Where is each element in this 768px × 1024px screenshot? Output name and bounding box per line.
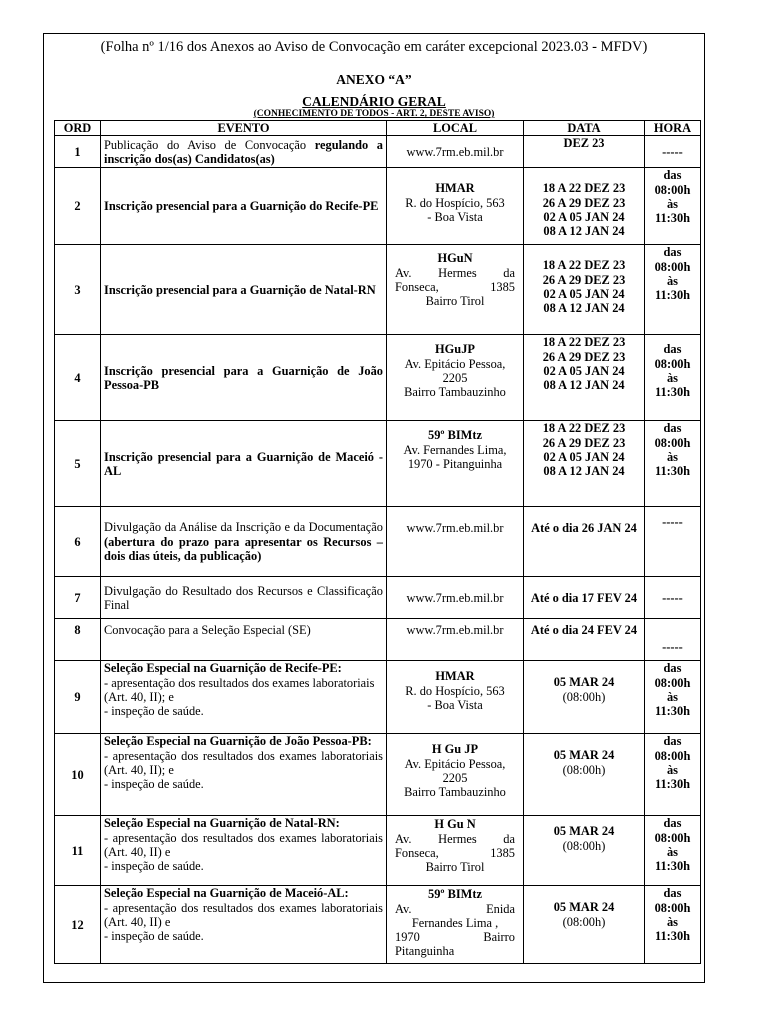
local-cell [387,734,524,816]
date-value: 24 FEV 24 [581,623,638,638]
col-header-ord: ORD [55,121,101,136]
event-item: - inspeção de saúde. [104,777,204,792]
local-address [390,902,520,916]
ord-cell: 12 [55,886,101,964]
hora-text: 08:00h [654,356,691,371]
hora-cell [645,886,701,964]
time-value: (08:00h) [562,838,606,853]
local-name: HMAR [435,181,475,196]
hora-cell [645,734,701,816]
event-cell: Convocação para a Seleção Especial (SE) [101,619,387,661]
local-cell [387,168,524,245]
date-range: 18 A 22 DEZ 23 [542,258,626,273]
hora-text: 08:00h [654,182,691,197]
date-range: 08 A 12 JAN 24 [543,301,625,316]
event-cell: Inscrição presencial para a Guarnição de Natal-RN [101,245,387,335]
local-address: Pitanguinha [395,944,455,959]
time-value: (08:00h) [562,689,606,704]
date-cell [524,335,645,421]
hora-text: às [666,196,679,211]
ord-cell: 1 [55,136,101,168]
event-item: - apresentação dos resultados dos exames laboratoriais (Art. 40, II) e [104,900,383,929]
date-range: 02 A 05 JAN 24 [543,363,625,378]
event-text: Divulgação da Análise da Inscrição e da Documentação [104,520,383,535]
date-prefix: Até o dia [531,521,579,536]
table-row [55,507,701,577]
hora-text: das [663,421,682,436]
local-address: Av. Epitácio Pessoa, [404,756,506,771]
hora-text: às [666,762,679,777]
table-row [55,577,701,619]
local-address: Fernandes Lima , [411,915,499,930]
date-value: 17 FEV 24 [581,590,638,605]
hora-text: 11:30h [654,385,691,400]
hora-text: das [663,734,682,749]
hora-text: 11:30h [654,288,691,303]
hora-text: 11:30h [654,777,691,792]
hora-text: 11:30h [654,704,691,719]
table-row [55,168,701,245]
local-cell: www.7rm.eb.mil.br [387,507,524,577]
hora-text: às [666,273,679,288]
date-cell [524,168,645,245]
event-text: Publicação do Aviso de Convocação [104,137,307,152]
event-item: - inspeção de saúde. [104,929,204,944]
table-row [55,816,701,886]
local-name: HMAR [435,669,475,684]
hora-text: das [663,168,682,183]
local-address: 1970 - Pitanguinha [407,456,503,471]
local-cell: www.7rm.eb.mil.br [387,136,524,168]
time-value: (08:00h) [562,762,606,777]
table-row [55,886,701,964]
date-value: 05 MAR 24 [553,900,615,915]
hora-text: das [663,886,682,901]
hora-text: às [666,914,679,929]
local-address: 2205 [442,370,468,385]
event-cell [101,507,387,577]
event-cell: Inscrição presencial para a Guarnição de Maceió - AL [101,421,387,507]
word: Bairro [483,930,515,945]
ord-cell: 6 [55,507,101,577]
local-name: HGuJP [435,342,475,357]
ord-cell: 7 [55,577,101,619]
local-address: - Boa Vista [427,209,483,224]
hora-text: 08:00h [654,259,691,274]
event-item: - apresentação dos resultados dos exames laboratoriais (Art. 40, II); e [104,748,383,777]
event-title: Seleção Especial na Guarnição de Natal-RN: [104,816,340,831]
date-cell [524,245,645,335]
hora-cell: ----- [645,507,701,577]
date-range: 08 A 12 JAN 24 [543,464,625,479]
local-address: Bairro Tambauzinho [404,785,506,800]
ord-cell: 2 [55,168,101,245]
hora-cell [645,245,701,335]
hora-text: 08:00h [654,900,691,915]
event-cell [101,816,387,886]
hora-cell: ----- [645,136,701,168]
date-range: 18 A 22 DEZ 23 [542,421,626,436]
date-value: 05 MAR 24 [553,675,615,690]
word: 1385 [490,845,515,860]
date-prefix: Até o dia [530,623,579,638]
col-header-hora: HORA [645,121,701,136]
table-row [55,734,701,816]
hora-text: 08:00h [654,675,691,690]
event-title: Seleção Especial na Guarnição de João Pessoa-PB: [104,734,372,749]
event-title: Seleção Especial na Guarnição de Recife-PE: [104,661,342,676]
hora-text: das [663,342,682,357]
word: Fonseca, [395,279,439,294]
local-address: Bairro Tirol [425,860,485,875]
local-name: HGuN [437,251,473,266]
hora-cell [645,335,701,421]
table-row [55,619,701,661]
date-range: 26 A 29 DEZ 23 [542,435,626,450]
event-title: Seleção Especial na Guarnição de Maceió-AL: [104,886,349,901]
event-cell [101,734,387,816]
local-address: 2205 [442,770,468,785]
local-cell [387,421,524,507]
word: Av. [395,901,412,916]
table-header-row [55,121,701,136]
date-value: 05 MAR 24 [553,824,615,839]
word: Av. [395,831,412,846]
local-cell [387,661,524,734]
local-address [390,846,520,860]
hora-text: às [666,689,679,704]
table-row [55,245,701,335]
hora-text: 08:00h [654,830,691,845]
event-text-bold: (abertura do prazo para apresentar os Recursos – dois dias úteis, da publicação) [104,534,383,563]
word: da [503,831,515,846]
hora-cell: ----- [645,619,701,661]
calendar-table [54,120,701,964]
local-cell [387,245,524,335]
local-cell: www.7rm.eb.mil.br [387,577,524,619]
local-address: Av. Epitácio Pessoa, [404,356,506,371]
local-cell [387,335,524,421]
col-header-local: LOCAL [387,121,524,136]
local-address [390,930,520,944]
local-address [390,280,520,294]
date-range: 08 A 12 JAN 24 [543,224,625,239]
hora-text: 08:00h [654,435,691,450]
local-address: Bairro Tirol [425,294,485,309]
hora-text: 11:30h [654,929,691,944]
hora-text: 11:30h [654,859,691,874]
hora-cell [645,421,701,507]
local-cell [387,816,524,886]
calendar-title: CALENDÁRIO GERAL [302,94,446,109]
date-value: 26 JAN 24 [581,521,637,536]
event-cell: Divulgação do Resultado dos Recursos e Classificação Final [101,577,387,619]
hora-text: 11:30h [654,211,691,226]
date-range: 26 A 29 DEZ 23 [542,272,626,287]
table-row [55,136,701,168]
hora-text: 08:00h [654,748,691,763]
date-range: 02 A 05 JAN 24 [543,286,625,301]
event-cell [101,661,387,734]
hora-cell [645,816,701,886]
date-cell [524,734,645,816]
word: Av. [395,265,412,280]
time-value: (08:00h) [562,914,606,929]
word: Enida [486,901,515,916]
ord-cell: 4 [55,335,101,421]
event-cell: Inscrição presencial para a Guarnição do Recife-PE [101,168,387,245]
local-cell [387,886,524,964]
date-cell [524,661,645,734]
hora-text: às [666,449,679,464]
hora-cell [645,168,701,245]
ord-cell: 8 [55,619,101,661]
ord-cell: 11 [55,816,101,886]
hora-text: às [666,370,679,385]
hora-text: das [663,661,682,676]
date-cell [524,816,645,886]
date-cell: DEZ 23 [524,136,645,168]
ord-cell: 3 [55,245,101,335]
event-item: - inspeção de saúde. [104,704,204,719]
date-range: 02 A 05 JAN 24 [543,449,625,464]
table-row [55,421,701,507]
date-value: 05 MAR 24 [553,748,615,763]
date-prefix: Até o dia [530,590,579,605]
event-cell: Inscrição presencial para a Guarnição de João Pessoa-PB [101,335,387,421]
event-item: - apresentação dos resultados dos exames laboratoriais (Art. 40, II) e [104,830,383,859]
local-name: H Gu N [434,817,476,832]
col-header-data: DATA [524,121,645,136]
annex-title: ANEXO “A” [336,72,412,87]
date-cell [524,886,645,964]
date-range: 18 A 22 DEZ 23 [542,181,626,196]
local-address [390,832,520,846]
event-text-bold: regulando a inscrição dos(as) Candidatos(as) [104,137,383,166]
calendar-subtitle: (CONHECIMENTO DE TODOS - ART. 2, DESTE AVISO) [253,109,495,119]
date-cell [524,577,645,619]
local-name: 59º BIMtz [428,887,482,902]
date-cell [524,507,645,577]
event-cell [101,886,387,964]
document-frame [43,33,705,983]
local-address: - Boa Vista [427,697,483,712]
event-item: - inspeção de saúde. [104,859,204,874]
date-cell [524,619,645,661]
date-range: 26 A 29 DEZ 23 [542,195,626,210]
date-range: 18 A 22 DEZ 23 [542,335,626,350]
local-address: Bairro Tambauzinho [404,385,506,400]
hora-cell: ----- [645,577,701,619]
event-cell [101,136,387,168]
hora-text: das [663,245,682,260]
word: Hermes [438,265,477,280]
table-row [55,661,701,734]
word: 1970 [395,930,420,945]
local-address [390,266,520,280]
date-range: 08 A 12 JAN 24 [543,378,625,393]
date-range: 02 A 05 JAN 24 [543,209,625,224]
word: Hermes [438,831,477,846]
local-address: Av. Fernandes Lima, [403,442,507,457]
word: da [503,265,515,280]
hora-text: às [666,844,679,859]
hora-text: das [663,816,682,831]
local-cell: www.7rm.eb.mil.br [387,619,524,661]
header-line: (Folha nº 1/16 dos Anexos ao Aviso de Convocação em caráter excepcional 2023.03 - MFDV) [100,39,648,55]
ord-cell: 5 [55,421,101,507]
local-address: R. do Hospício, 563 [405,195,505,210]
local-address: R. do Hospício, 563 [405,683,505,698]
col-header-evento: EVENTO [101,121,387,136]
local-name: H Gu JP [431,742,479,757]
event-item: - apresentação dos resultados dos exames laboratoriais (Art. 40, II); e [104,675,375,704]
word: Fonseca, [395,845,439,860]
ord-cell: 9 [55,661,101,734]
hora-cell [645,661,701,734]
hora-text: 11:30h [654,464,691,479]
table-row [55,335,701,421]
date-range: 26 A 29 DEZ 23 [542,349,626,364]
ord-cell: 10 [55,734,101,816]
word: 1385 [490,279,515,294]
local-name: 59º BIMtz [428,428,482,443]
date-cell [524,421,645,507]
